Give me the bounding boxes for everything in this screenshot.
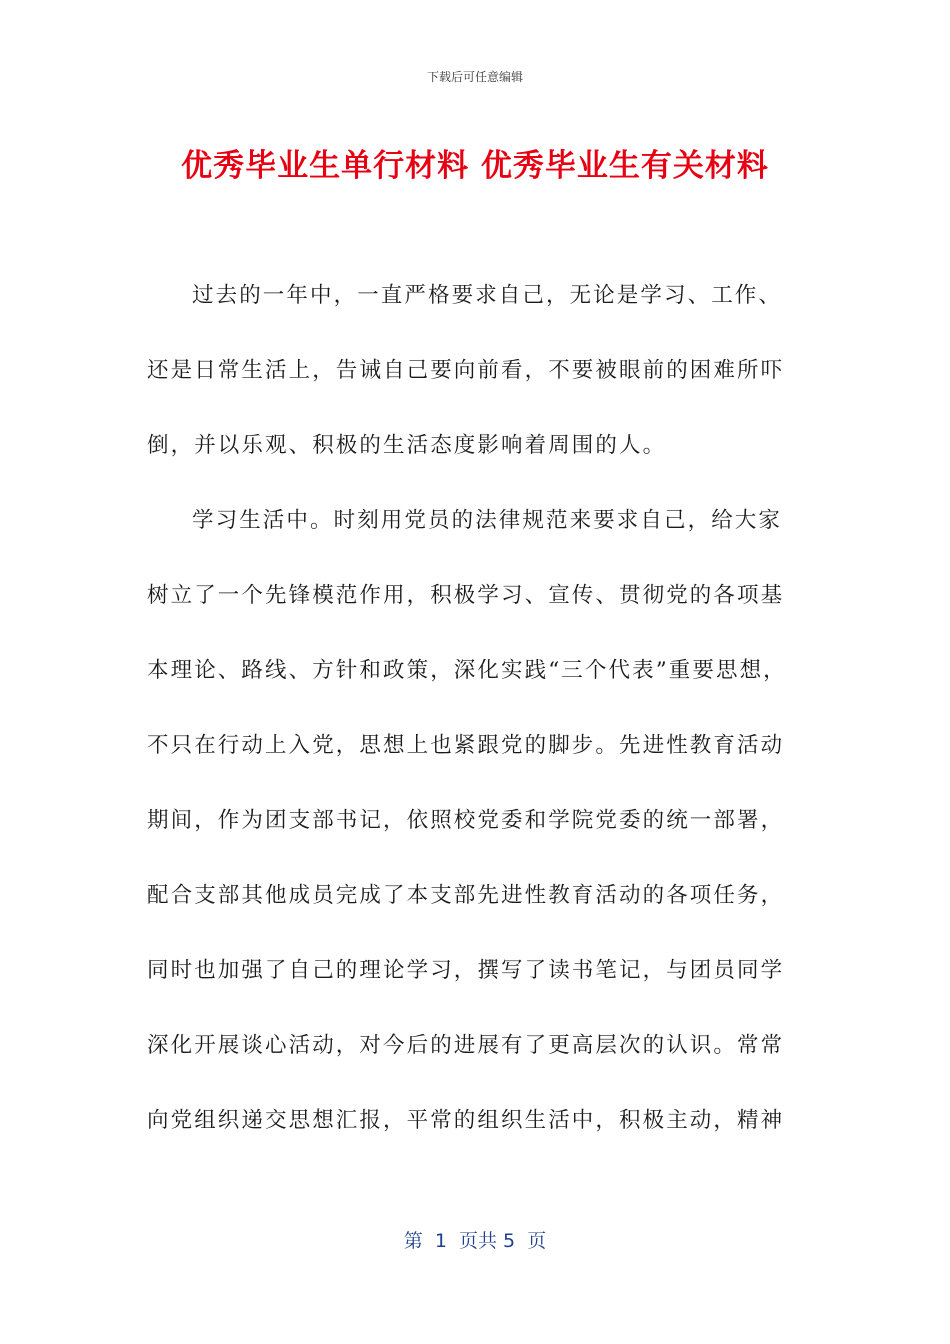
paragraph-2-line-3: 本理论、路线、方针和政策，深化实践“三个代表”重要思想，	[147, 658, 787, 683]
paragraph-2-line-2: 树立了一个先锋模范作用，积极学习、宣传、贯彻党的各项基	[147, 583, 785, 608]
paragraph-2-line-5: 期间，作为团支部书记，依照校党委和学院党委的统一部署，	[147, 808, 785, 833]
header-note: 下载后可任意编辑	[426, 70, 523, 84]
paragraph-2-line-7: 同时也加强了自己的理论学习，撰写了读书笔记，与团员同学	[147, 958, 785, 983]
paragraph-1-line-3: 倒，并以乐观、积极的生活态度影响着周围的人。	[147, 433, 667, 458]
paragraph-2-line-6: 配合支部其他成员完成了本支部先进性教育活动的各项任务，	[147, 883, 785, 908]
paragraph-2-line-9: 向党组织递交思想汇报，平常的组织生活中，积极主动，精神	[147, 1108, 785, 1133]
paragraph-2-line-1: 学习生活中。时刻用党员的法律规范来要求自己，给大家	[192, 508, 783, 533]
paragraph-2-line-4: 不只在行动上入党，思想上也紧跟党的脚步。先进性教育活动	[147, 733, 785, 758]
paragraph-2-line-8: 深化开展谈心活动，对今后的进展有了更高层次的认识。常常	[147, 1033, 785, 1058]
paragraph-1-line-1: 过去的一年中，一直严格要求自己，无论是学习、工作、	[192, 283, 783, 308]
document-body	[147, 258, 807, 1158]
page-number-footer: 第 1 页共 5 页	[403, 1230, 547, 1252]
document-title: 优秀毕业生单行材料 优秀毕业生有关材料	[181, 148, 769, 184]
paragraph-1-line-2: 还是日常生活上，告诫自己要向前看，不要被眼前的困难所吓	[147, 358, 785, 383]
